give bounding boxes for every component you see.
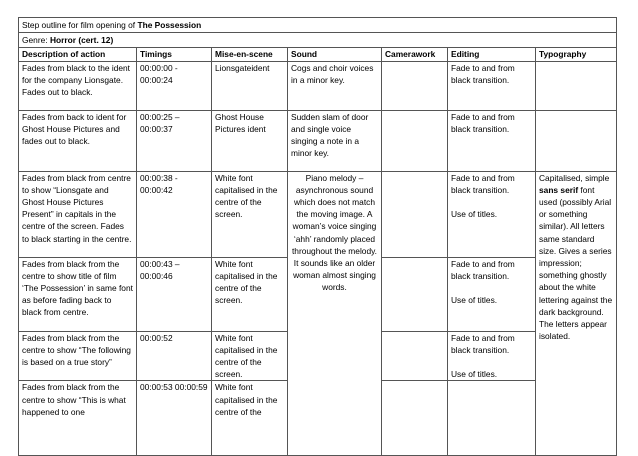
genre-row [19,33,617,48]
column-header: Mise-en-scene [212,48,288,61]
mise-cell: White font capitalised in the centre of the screen. [212,257,288,331]
editing-transition: Fade to and from black transition. [451,332,515,355]
timings-cell: 00:00:43 – 00:00:46 [137,257,212,331]
column-header: Camerawork [382,48,448,61]
timings-cell: 00:00:00 - 00:00:24 [137,61,212,110]
editing-titles: Use of titles. [451,295,498,306]
title-cell [19,18,617,33]
column-header: Timings [137,48,212,61]
camerawork-cell [382,110,448,171]
camerawork-cell [382,61,448,110]
editing-titles: Use of titles. [451,369,498,380]
document-page [18,17,616,456]
title-row [19,18,617,33]
editing-cell [448,171,536,257]
description-cell: Fades from black to the ident for the company Lionsgate. Fades out to black. [19,61,137,110]
timings-cell: 00:00:38 - 00:00:42 [137,171,212,257]
camerawork-cell [382,257,448,331]
editing-transition: Fade to and from black transition. [451,258,515,281]
mise-cell: White font capitalised in the centre of the [212,381,288,455]
column-header: Description of action [19,48,137,61]
typography-pre: Capitalised, simple [539,172,610,183]
column-header: Editing [448,48,536,61]
column-header: Sound [288,48,382,61]
table-row [19,110,617,171]
mise-cell: White font capitalised in the centre of the screen. [212,171,288,257]
timings-cell: 00:00:52 [137,331,212,381]
title-prefix: Step outline for film opening of [22,20,138,30]
sound-cell: Cogs and choir voices in a minor key. [288,61,382,110]
column-header: Typography [536,48,617,61]
mise-cell: Ghost House Pictures ident [212,110,288,171]
description-cell: Fades from back to ident for Ghost House Pictures and fades out to black. [19,110,137,171]
typography-post: font used (possibly Arial or something similar). All letters same standard size. Gives a series impression; something ghostly about the white lettering against the dark background. The letters appear isolated. [539,184,613,342]
mise-cell: White font capitalised in the centre of the screen. [212,331,288,381]
camerawork-cell [448,381,536,455]
film-title: The Possession [137,20,202,30]
description-cell: Fades from black from the centre to show title of film ‘The Possession’ in same font as before fading back to black from centre. [19,257,137,331]
camerawork-cell [382,171,448,257]
typography-cell [536,171,617,455]
description-cell: Fades from black from the centre to show “The following is based on a true story” [19,331,137,381]
mise-cell: Lionsgateident [212,61,288,110]
sound-cell-shared: Piano melody – asynchronous sound which does not match the moving image. A woman’s voice singing ‘ahh’ randomly placed throughout the melody. It sounds like an older woman almost singing words. [288,171,382,455]
genre-prefix: Genre: [22,35,50,46]
editing-titles: Use of titles. [451,209,498,220]
genre-cell [19,33,617,48]
editing-cell [448,331,536,381]
table-row [19,171,617,257]
editing-transition: Fade to and from black transition. [451,172,515,195]
sound-cell-empty [382,381,448,455]
genre-value: Horror (cert. 12) [49,35,114,46]
editing-cell: Fade to and from black transition. [448,61,536,110]
timings-cell: 00:00:25 – 00:00:37 [137,110,212,171]
step-outline-table [18,17,617,456]
description-cell: Fades from black from centre to show “Lionsgate and Ghost House Pictures Present” in capitals in the centre of the screen. Fades to black starting in the centre. [19,171,137,257]
typography-cell-empty [536,61,617,110]
table-row [19,61,617,110]
typography-bold: sans serif [539,184,579,195]
typography-cell-empty [536,110,617,171]
sound-cell: Sudden slam of door and single voice singing a note in a minor key. [288,110,382,171]
camerawork-cell [382,331,448,381]
editing-cell [448,257,536,331]
description-cell: Fades from black from the centre to show “This is what happened to one [19,381,137,455]
column-header-row [19,48,617,61]
timings-cell: 00:00:53 00:00:59 [137,381,212,455]
editing-cell: Fade to and from black transition. [448,110,536,171]
